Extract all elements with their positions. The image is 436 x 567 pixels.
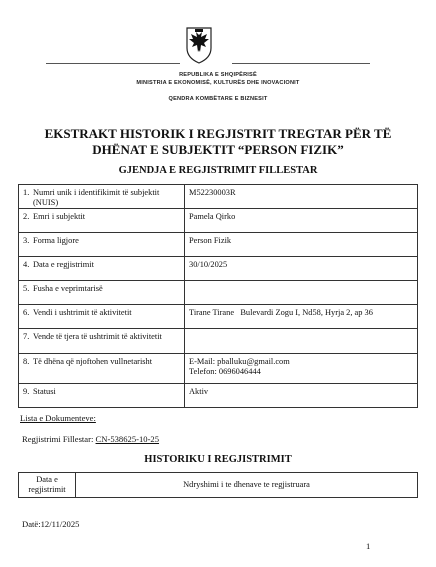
history-col-changes: Ndryshimi i te dhenave te regjistruara (76, 473, 418, 498)
history-title: HISTORIKU I REGJISTRIMIT (144, 454, 292, 465)
ministry-label: MINISTRIA E EKONOMISË, KULTURËS DHE INOVACIONIT (136, 80, 300, 86)
row-number: 1. (23, 188, 30, 197)
row-number: 2. (23, 212, 30, 221)
row-label: Numri unik i identifikimit të subjektit (NUIS) (33, 188, 160, 207)
row-number: 3. (23, 236, 30, 245)
row-number: 4. (23, 260, 30, 269)
row-value (185, 281, 418, 305)
row-label: Vende të tjera të ushtrimit të aktivitetit (33, 332, 162, 341)
row-value: Pamela Qirko (185, 209, 418, 233)
table-row (19, 281, 418, 305)
row-label: Data e regjistrimit (33, 260, 94, 269)
initial-registration-label: Regjistrimi Fillestar: (22, 434, 94, 444)
table-row (19, 329, 418, 354)
initial-registration (22, 434, 159, 444)
row-label: Vendi i ushtrimit të aktivitetit (33, 308, 132, 317)
table-row (19, 185, 418, 209)
row-value: Aktiv (185, 384, 418, 408)
row-value (185, 329, 418, 354)
table-row (19, 233, 418, 257)
table-row (19, 354, 418, 384)
table-row (19, 384, 418, 408)
row-value: 30/10/2025 (185, 257, 418, 281)
row-number: 9. (23, 387, 30, 396)
table-header-row (19, 473, 418, 498)
republic-label: REPUBLIKA E SHQIPËRISË (179, 72, 257, 78)
contact-email: E-Mail: pballuku@gmail.com (189, 357, 290, 366)
agency-label: QENDRA KOMBËTARE E BIZNESIT (168, 96, 268, 102)
row-value: M52230003R (185, 185, 418, 209)
row-label: Emri i subjektit (33, 212, 86, 221)
document-subtitle: GJENDJA E REGJISTRIMIT FILLESTAR (118, 165, 318, 176)
documents-list-link[interactable]: Lista e Dokumenteve: (20, 413, 96, 423)
document-title-line1: EKSTRAKT HISTORIK I REGJISTRIT TREGTAR PËR TË (44, 126, 392, 141)
row-number: 7. (23, 332, 30, 341)
table-row (19, 257, 418, 281)
row-number: 8. (23, 357, 30, 366)
row-value: Tirane Tirane Bulevardi Zogu I, Nd58, Hyrja 2, ap 36 (185, 305, 418, 329)
page-number: 1 (366, 541, 371, 551)
albanian-coat-of-arms-icon (185, 26, 213, 64)
registration-info-table (18, 184, 418, 408)
registration-number-link[interactable]: CN-538625-10-25 (95, 434, 160, 444)
document-title-line2: DHËNAT E SUBJEKTIT “PERSON FIZIK” (92, 142, 344, 157)
table-row (19, 305, 418, 329)
row-label: Fusha e veprimtarisë (33, 284, 103, 293)
table-row (19, 209, 418, 233)
row-label: Statusi (33, 387, 56, 396)
row-label: Forma ligjore (33, 236, 79, 245)
history-col-date: Data e regjistrimit (19, 473, 76, 498)
row-number: 6. (23, 308, 30, 317)
row-label: Të dhëna që njoftohen vullnetarisht (33, 357, 153, 366)
document-date: Datë:12/11/2025 (22, 519, 80, 529)
history-table (18, 472, 418, 498)
header-divider-right (232, 63, 370, 64)
contact-phone: Telefon: 0696046444 (189, 367, 261, 376)
header-divider-left (46, 63, 180, 64)
row-number: 5. (23, 284, 30, 293)
row-value: Person Fizik (185, 233, 418, 257)
